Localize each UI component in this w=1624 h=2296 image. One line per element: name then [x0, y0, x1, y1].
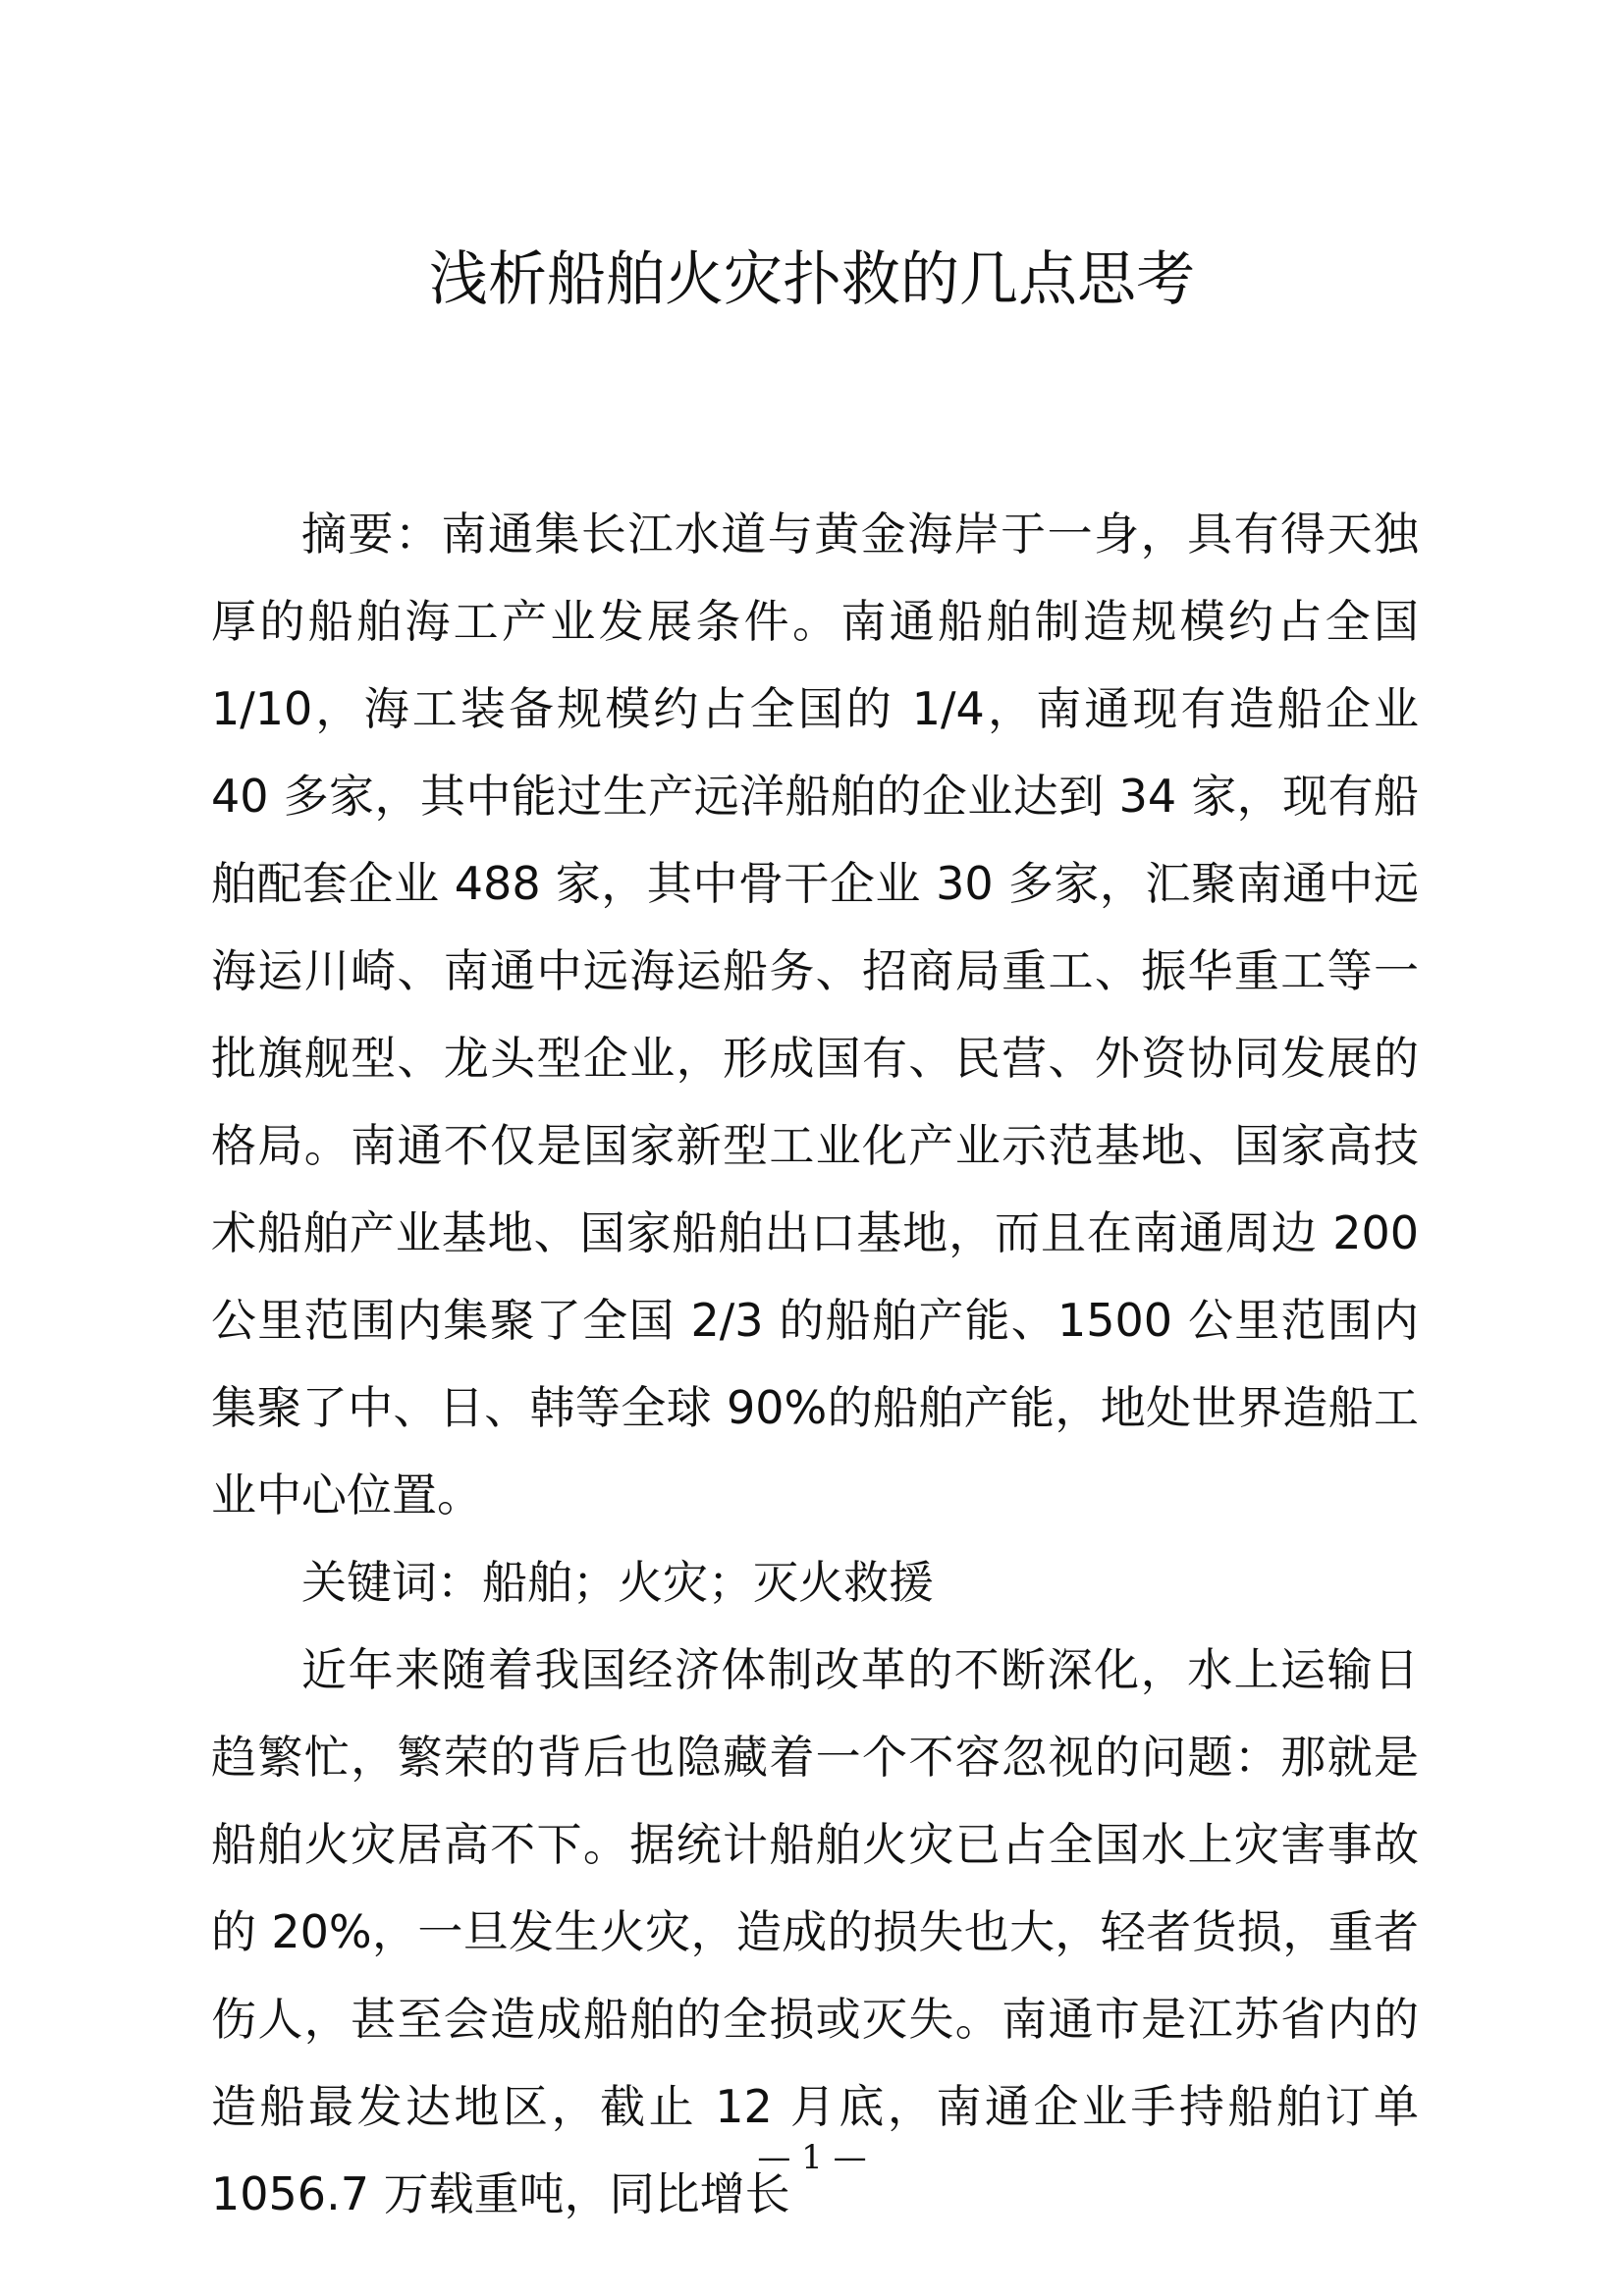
document-body — [211, 491, 1419, 2238]
document-title: 浅析船舶火灾扑救的几点思考 — [429, 245, 1195, 314]
keywords-label: 关键词： — [301, 1556, 482, 1609]
keywords-paragraph — [211, 1539, 1419, 1627]
page-number: — 1 — — [757, 2138, 867, 2177]
abstract-paragraph: 摘要：南通集长江水道与黄金海岸于一身，具有得天独厚的船舶海工产业发展条件。南通船舶制造规模约占全国 1/10，海工装备规模约占全国的 1/4，南通现有造船企业 40 多家，其中能过生产远洋船舶的企业达到 34 家，现有船舶配套企业 488 家，其中骨干企业 30 多家，汇聚南通中远海运川崎、南通中远海运船务、招商局重工、振华重工等一批旗舰型、龙头型企业，形成国有、民营、外资协同发展的格局。南通不仅是国家新型工业化产业示范基地、国家高技术船舶产业基地、国家船舶出口基地，而且在南通周边 200 公里范围内集聚了全国 2/3 的船舶产能、1500 公里范围内集聚了中、日、韩等全球 90%的船舶产能，地处世界造船工业中心位置。 — [211, 507, 1419, 1522]
intro-paragraph: 近年来随着我国经济体制改革的不断深化，水上运输日趋繁忙，繁荣的背后也隐藏着一个不容忽视的问题：那就是船舶火灾居高不下。据统计船舶火灾已占全国水上灾害事故的 20%，一旦发生火灾，造成的损失也大，轻者货损，重者伤人，甚至会造成船舶的全损或灭失。南通市是江苏省内的造船最发达地区，截止 12 月底，南通企业手持船舶订单 1056.7 万载重吨，同比增长 — [211, 1643, 1419, 2220]
keywords-value: 船舶；火灾；灭火救援 — [482, 1556, 934, 1609]
